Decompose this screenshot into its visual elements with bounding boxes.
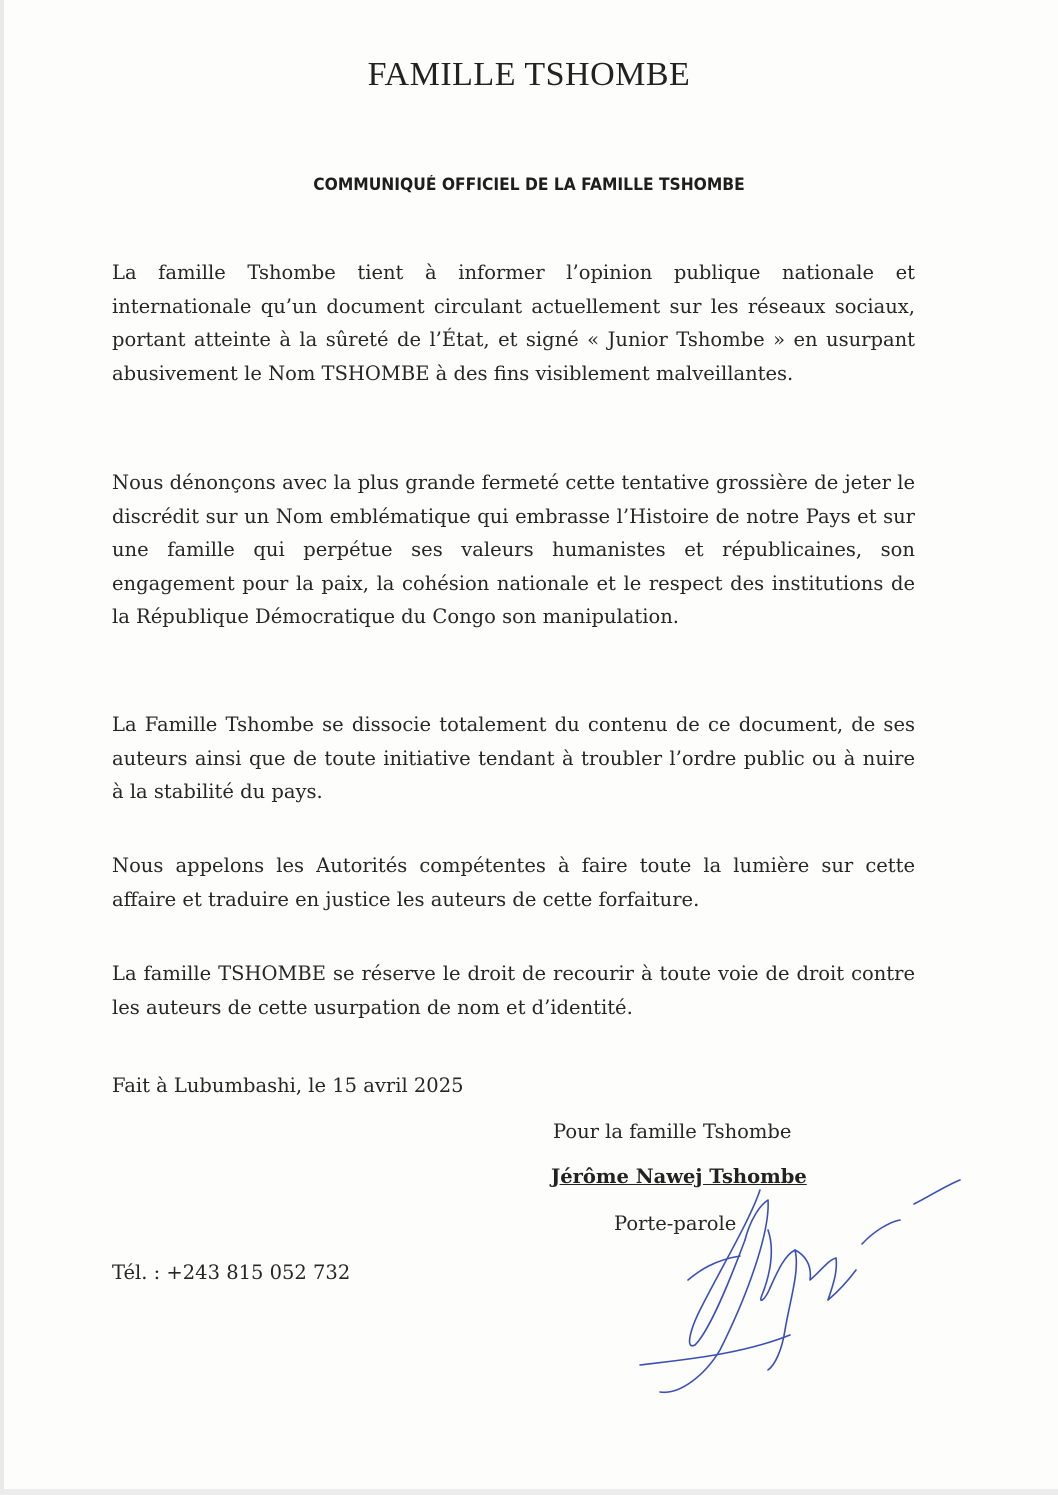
paragraph-3: La Famille Tshombe se dissocie totalement du contenu de ce document, de ses auteurs ainsi que de toute initiative tendant à troubler l’ordre public ou à nuire à la stabilité du pays. [112,713,915,803]
paragraph-2: Nous dénonçons avec la plus grande fermeté cette tentative grossière de jeter le discrédit sur un Nom emblématique qui embrasse l’Histoire de notre Pays et sur une famille qui perpétue ses valeurs humanistes et républicaines, son engagement pour la paix, la cohésion nationale et le respect des institutions de la République Démocratique du Congo son manipulation. [112,471,915,628]
communique-heading: COMMUNIQUÉ OFFICIEL DE LA FAMILLE TSHOMBE [313,175,745,194]
phone-number: Tél. : +243 815 052 732 [112,1261,351,1284]
scan-edge-bottom [0,1489,1058,1495]
signatory-name: Jérôme Nawej Tshombe [551,1165,807,1188]
place-and-date: Fait à Lubumbashi, le 15 avril 2025 [112,1074,464,1097]
letterhead-title: FAMILLE TSHOMBE [367,56,691,93]
paragraph-1: La famille Tshombe tient à informer l’opinion publique nationale et internationale qu’un document circulant actuellement sur les réseaux sociaux, portant atteinte à la sûreté de l’État, et signé « Junior Tshombe » en usurpant abusivement le Nom TSHOMBE à des fins visiblement malveillantes. [112,261,915,385]
paragraph-5: La famille TSHOMBE se réserve le droit de recourir à toute voie de droit contre les auteurs de cette usurpation de nom et d’identité. [112,962,915,1019]
scan-edge [0,0,4,1495]
paragraph-4: Nous appelons les Autorités compétentes à faire toute la lumière sur cette affaire et traduire en justice les auteurs de cette forfaiture. [112,854,915,911]
signatory-role: Porte-parole [614,1212,737,1235]
handwritten-signature [600,1160,980,1400]
on-behalf-line: Pour la famille Tshombe [553,1120,792,1143]
